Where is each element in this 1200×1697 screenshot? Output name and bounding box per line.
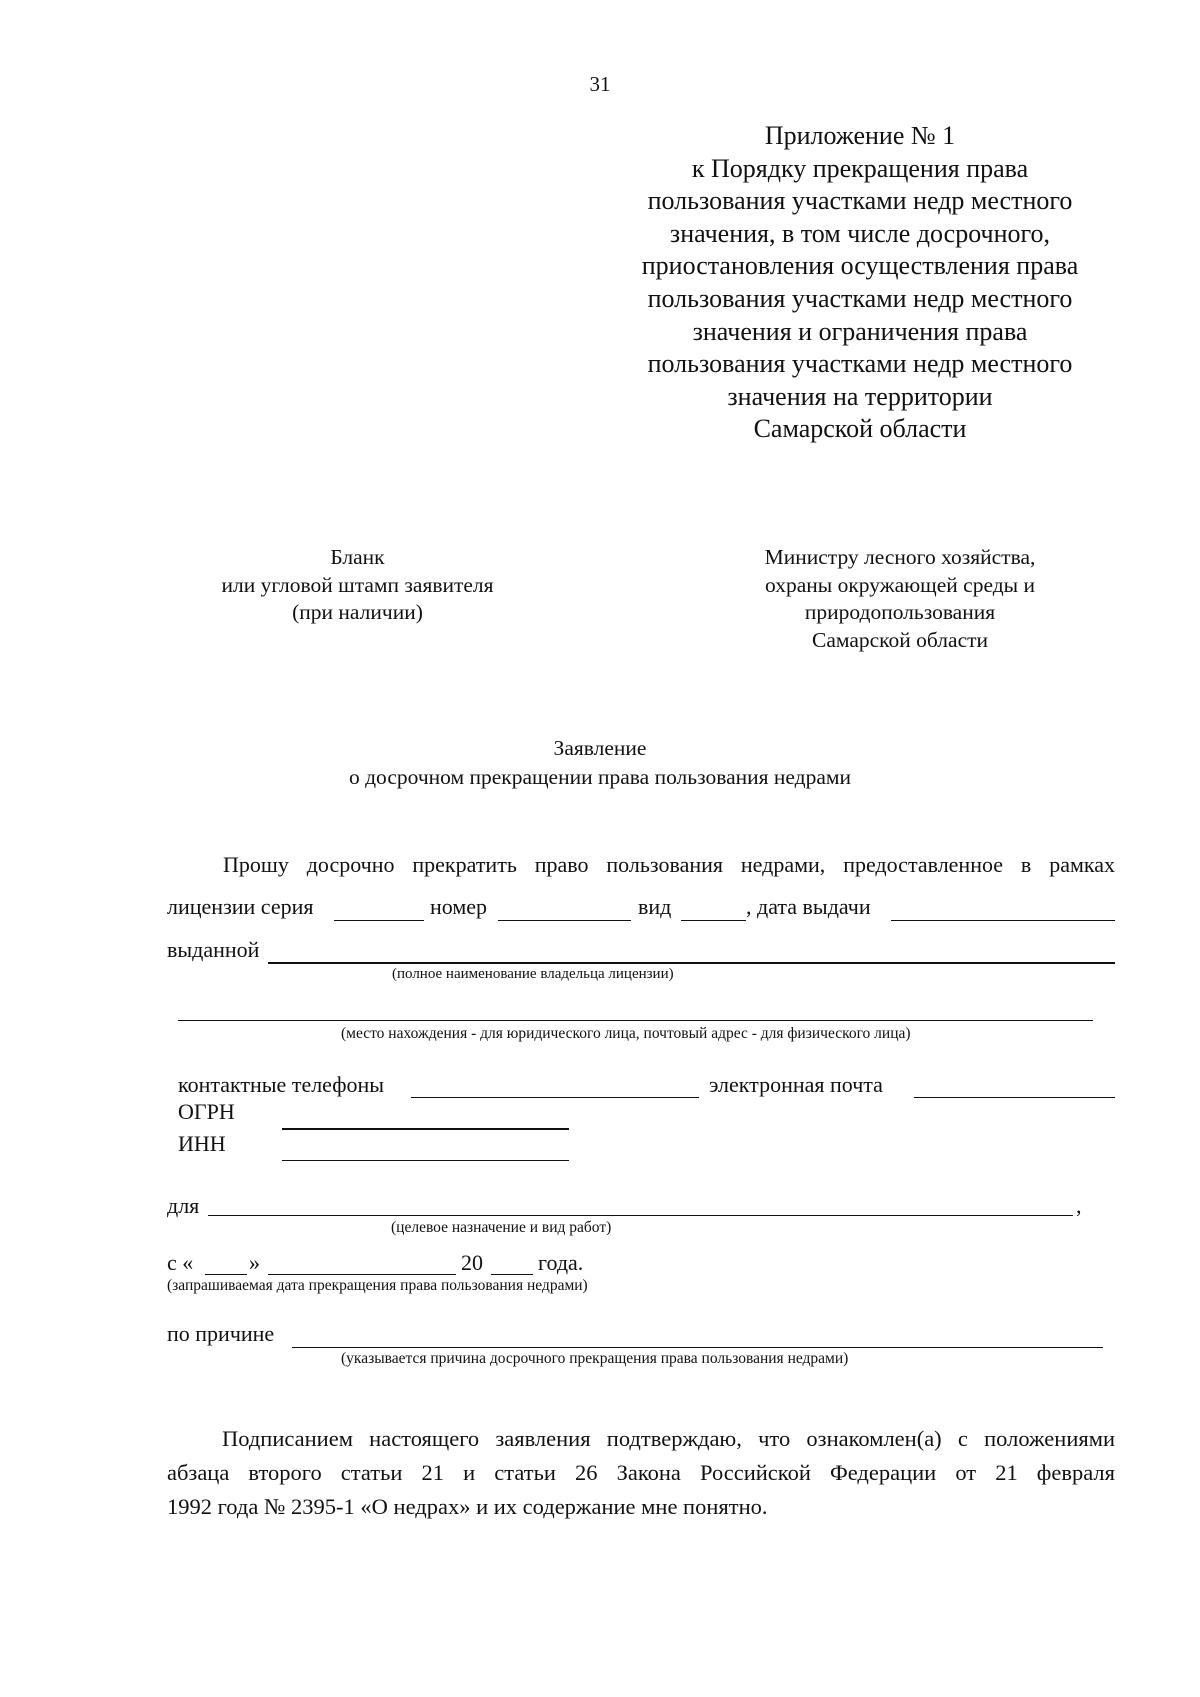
issue-date-field[interactable] xyxy=(891,920,1115,921)
inn-field[interactable] xyxy=(282,1160,569,1161)
inn-label: ИНН xyxy=(178,1131,226,1156)
ogrn-field[interactable] xyxy=(282,1128,569,1130)
license-type-field[interactable] xyxy=(681,920,746,921)
license-owner-field[interactable] xyxy=(268,962,1115,964)
license-type-label: вид xyxy=(638,894,672,919)
document-title: Заявление xyxy=(553,736,647,760)
license-owner-caption: (полное наименование владельца лицензии) xyxy=(392,966,674,982)
date-day-field[interactable] xyxy=(205,1274,247,1275)
email-label: электронная почта xyxy=(709,1072,883,1097)
addressee-line: охраны окружающей среды и xyxy=(765,572,1035,597)
ogrn-label: ОГРН xyxy=(178,1099,235,1124)
date-quote-close: » xyxy=(249,1250,260,1275)
reason-caption: (указывается причина досрочного прекращения права пользования недрами) xyxy=(341,1350,849,1367)
consent-line: Подписанием настоящего заявления подтверждаю, что ознакомлен(а) с положениями xyxy=(222,1426,1115,1451)
year-prefix: 20 xyxy=(461,1250,483,1275)
purpose-caption: (целевое назначение и вид работ) xyxy=(391,1219,612,1236)
request-intro: Прошу досрочно прекратить право пользования недрами, предоставленное в рамках xyxy=(223,852,1115,877)
document-subtitle: о досрочном прекращении права пользования недрами xyxy=(348,765,851,789)
letterhead-line: (при наличии) xyxy=(292,600,423,624)
reason-field[interactable] xyxy=(292,1347,1103,1348)
annex-line: приостановления осуществления права xyxy=(641,251,1079,281)
letterhead-line: или угловой штамп заявителя xyxy=(221,572,494,597)
date-prefix: с « xyxy=(167,1250,194,1275)
addressee-line: Министру лесного хозяйства, xyxy=(764,545,1036,569)
year-suffix: года. xyxy=(538,1250,584,1275)
annex-reference xyxy=(600,120,1120,446)
annex-line: значения, в том числе досрочного, xyxy=(669,218,1051,248)
purpose-field[interactable] xyxy=(208,1215,1073,1216)
annex-line: пользования участками недр местного xyxy=(647,186,1073,216)
annex-line: Самарской области xyxy=(753,414,967,444)
location-field[interactable] xyxy=(178,1020,1093,1021)
license-number-field[interactable] xyxy=(498,920,631,921)
annex-line: пользования участками недр местного xyxy=(647,349,1073,379)
date-year-field[interactable] xyxy=(491,1274,533,1275)
email-field[interactable] xyxy=(914,1097,1115,1098)
issued-to-label: выданной xyxy=(167,937,260,962)
annex-line: пользования участками недр местного xyxy=(647,283,1073,313)
purpose-comma: , xyxy=(1076,1193,1082,1218)
addressee xyxy=(690,544,1110,654)
annex-line: значения и ограничения права xyxy=(692,316,1028,346)
phones-label: контактные телефоны xyxy=(178,1072,385,1097)
letterhead-placeholder xyxy=(150,544,565,627)
purpose-label: для xyxy=(167,1193,200,1218)
consent-line: абзаца второго статьи 21 и статьи 26 Закона Российской Федерации от 21 февраля xyxy=(167,1460,1115,1485)
annex-line: значения на территории xyxy=(727,381,993,411)
consent-paragraph xyxy=(167,1422,1115,1524)
addressee-line: Самарской области xyxy=(811,627,989,652)
location-caption: (место нахождения - для юридического лица, почтовый адрес - для физического лица) xyxy=(341,1025,911,1042)
page-number: 31 xyxy=(589,72,611,96)
reason-label: по причине xyxy=(167,1321,275,1346)
license-series-field[interactable] xyxy=(334,920,424,921)
addressee-line: природопользования xyxy=(804,600,996,624)
license-number-label: номер xyxy=(430,894,488,919)
license-series-label: лицензии серия xyxy=(167,894,314,919)
annex-line: Приложение № 1 xyxy=(764,121,956,150)
letterhead-line: Бланк xyxy=(330,545,385,569)
annex-line: к Порядку прекращения права xyxy=(691,153,1029,183)
issue-date-label: , дата выдачи xyxy=(746,894,871,919)
phones-field[interactable] xyxy=(411,1097,699,1098)
consent-line: 1992 года № 2395-1 «О недрах» и их содержание мне понятно. xyxy=(167,1494,768,1519)
date-month-field[interactable] xyxy=(268,1274,456,1275)
date-caption: (запрашиваемая дата прекращения права пользования недрами) xyxy=(167,1277,588,1294)
